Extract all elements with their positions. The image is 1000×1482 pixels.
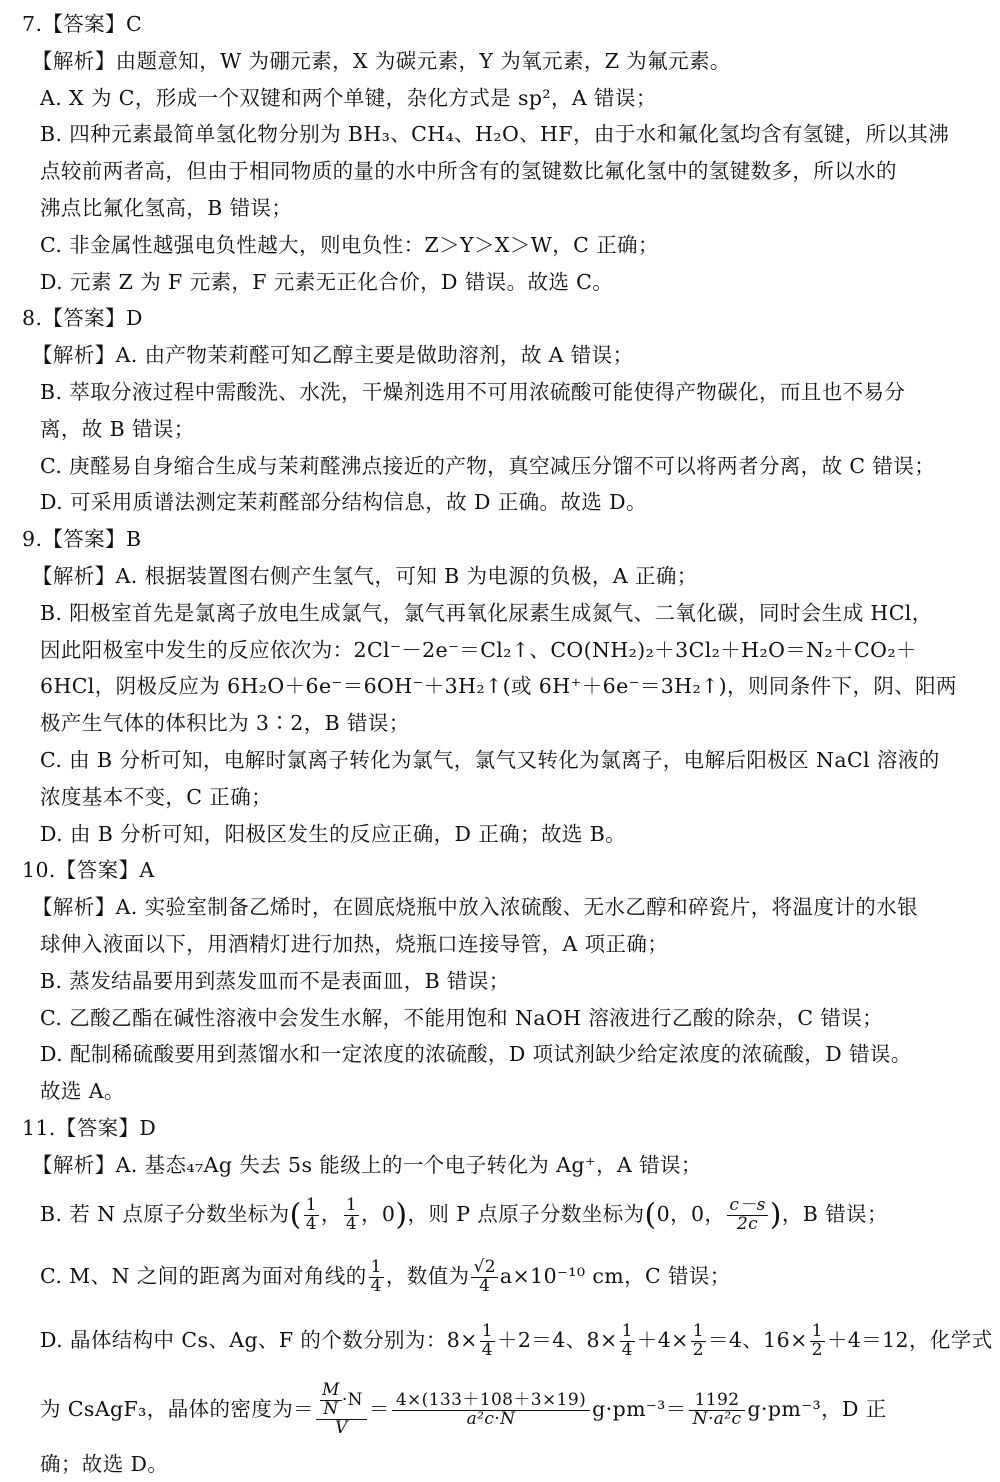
option-line: A. X 为 C，形成一个双键和两个单键，杂化方式是 sp²，A 错误； bbox=[22, 80, 982, 117]
question-11 bbox=[22, 1110, 982, 1482]
density-formula-line: 为 CsAgF₃，晶体的密度为＝ $\frac{M}{N}$ ·N V ＝ $\frac{4\times(133+108+3\times 19)}{\text{a²c·N}}$ g·pm⁻³＝ $\frac{1192}{\text{N·a²c}}$ g·pm⁻³，D 正 bbox=[22, 1372, 982, 1446]
option-line: C. 非金属性越强电负性越大，则电负性：Z＞Y＞X＞W，C 正确； bbox=[22, 227, 982, 264]
continuation-line: 沸点比氟化氢高，B 错误； bbox=[22, 190, 982, 227]
option-line: D. 配制稀硫酸要用到蒸馏水和一定浓度的浓硫酸，D 项试剂缺少给定浓度的浓硫酸，D 错误。 bbox=[22, 1036, 982, 1073]
answer-line: 7.【答案】C bbox=[22, 6, 982, 43]
fraction: $\frac{1}{4}$ bbox=[480, 1323, 495, 1360]
option-b-line: B. 若 N 点原子分数坐标为( $\frac{1}{4}$ ， $\frac{1}{4}$ ，0)，则 P 点原子分数坐标为(0，0， $\frac{c-s}{2c}$ )，B 错误； bbox=[22, 1184, 982, 1244]
fraction: $\frac{1}{2}$ bbox=[810, 1323, 825, 1360]
fraction: $\frac{1}{4}$ bbox=[369, 1259, 384, 1296]
option-line: B. 阳极室首先是氯离子放电生成氯气，氯气再氧化尿素生成氮气、二氧化碳，同时会生成 HCl， bbox=[22, 595, 982, 632]
option-line: D. 可采用质谱法测定茉莉醛部分结构信息，故 D 正确。故选 D。 bbox=[22, 484, 982, 521]
fraction: $\frac{M}{N}$ bbox=[320, 1382, 342, 1419]
analysis-line: 【解析】A. 由产物茉莉醛可知乙醇主要是做助溶剂，故 A 错误； bbox=[22, 337, 982, 374]
option-d-line: D. 晶体结构中 Cs、Ag、F 的个数分别为：8× $\frac{1}{4}$ ＋2＝4、8× $\frac{1}{4}$ ＋4× $\frac{1}{2}$ ＝4、16× $\frac{1}{2}$ ＋4＝12，化学式 bbox=[22, 1308, 982, 1372]
continuation-line: 因此阳极室中发生的反应依次为：2Cl⁻－2e⁻＝Cl₂↑、CO(NH₂)₂＋3Cl₂＋H₂O＝N₂＋CO₂＋ bbox=[22, 632, 982, 669]
analysis-line: 【解析】由题意知，W 为硼元素，X 为碳元素，Y 为氧元素，Z 为氟元素。 bbox=[22, 43, 982, 80]
answer-line: 11.【答案】D bbox=[22, 1110, 982, 1147]
analysis-line: 【解析】A. 根据装置图右侧产生氢气，可知 B 为电源的负极，A 正确； bbox=[22, 558, 982, 595]
continuation-line: 极产生气体的体积比为 3∶2，B 错误； bbox=[22, 705, 982, 742]
continuation-line: 浓度基本不变，C 正确； bbox=[22, 779, 982, 816]
fraction: $\frac{1}{4}$ bbox=[620, 1323, 635, 1360]
fraction: $\frac{1}{4}$ bbox=[344, 1197, 359, 1234]
continuation-line: 球伸入液面以下，用酒精灯进行加热，烧瓶口连接导管，A 项正确； bbox=[22, 926, 982, 963]
fraction: $\frac{c-s}{2c}$ bbox=[727, 1197, 767, 1234]
continuation-line: 离，故 B 错误； bbox=[22, 411, 982, 448]
answer-line: 9.【答案】B bbox=[22, 521, 982, 558]
option-line: D. 由 B 分析可知，阳极区发生的反应正确，D 正确；故选 B。 bbox=[22, 816, 982, 853]
continuation-line: 6HCl，阴极反应为 6H₂O＋6e⁻＝6OH⁻＋3H₂↑(或 6H⁺＋6e⁻＝3H₂↑)，则同条件下，阴、阳两 bbox=[22, 668, 982, 705]
question-9 bbox=[22, 521, 982, 852]
option-line: D. 元素 Z 为 F 元素，F 元素无正化合价，D 错误。故选 C。 bbox=[22, 264, 982, 301]
fraction: $\frac{1192}{\text{N·a²c}}$ bbox=[689, 1392, 746, 1429]
option-line: C. 乙酸乙酯在碱性溶液中会发生水解，不能用饱和 NaOH 溶液进行乙酸的除杂，C 错误； bbox=[22, 1000, 982, 1037]
analysis-line: 【解析】A. 实验室制备乙烯时，在圆底烧瓶中放入浓硫酸、无水乙醇和碎瓷片，将温度计的水银 bbox=[22, 889, 982, 926]
question-8 bbox=[22, 300, 982, 521]
fraction: $\frac{1}{4}$ bbox=[304, 1197, 319, 1234]
option-line: B. 萃取分液过程中需酸洗、水洗，干燥剂选用不可用浓硫酸可能使得产物碳化，而且也不易分 bbox=[22, 374, 982, 411]
continuation-line: 确；故选 D。 bbox=[22, 1446, 982, 1482]
question-10 bbox=[22, 852, 982, 1110]
fraction: $\frac{1}{2}$ bbox=[691, 1323, 706, 1360]
answer-line: 10.【答案】A bbox=[22, 852, 982, 889]
option-line: B. 四种元素最简单氢化物分别为 BH₃、CH₄、H₂O、HF，由于水和氟化氢均含有氢键，所以其沸 bbox=[22, 116, 982, 153]
continuation-line: 点较前两者高，但由于相同物质的量的水中所含有的氢键数比氟化氢中的氢键数多，所以水的 bbox=[22, 153, 982, 190]
question-7 bbox=[22, 6, 982, 300]
fraction: $\frac{4\times(133+108+3\times 19)}{\text{a²c·N}}$ bbox=[392, 1392, 590, 1429]
option-line: C. 由 B 分析可知，电解时氯离子转化为氯气，氯气又转化为氯离子，电解后阳极区 NaCl 溶液的 bbox=[22, 742, 982, 779]
option-line: C. 庚醛易自身缩合生成与茉莉醛沸点接近的产物，真空减压分馏不可以将两者分离，故 C 错误； bbox=[22, 448, 982, 485]
option-c-line: C. M、N 之间的距离为面对角线的 $\frac{1}{4}$ ，数值为 $\frac{√2}{4}$ a×10⁻¹⁰ cm，C 错误； bbox=[22, 1244, 982, 1308]
option-line: B. 蒸发结晶要用到蒸发皿而不是表面皿，B 错误； bbox=[22, 963, 982, 1000]
answer-line: 8.【答案】D bbox=[22, 300, 982, 337]
continuation-line: 故选 A。 bbox=[22, 1073, 982, 1110]
fraction: $\frac{√2}{4}$ bbox=[471, 1259, 497, 1296]
fraction: $\frac{M}{N}$ ·N V bbox=[316, 1382, 367, 1438]
analysis-line: 【解析】A. 基态₄₇Ag 失去 5s 能级上的一个电子转化为 Ag⁺，A 错误； bbox=[22, 1147, 982, 1184]
